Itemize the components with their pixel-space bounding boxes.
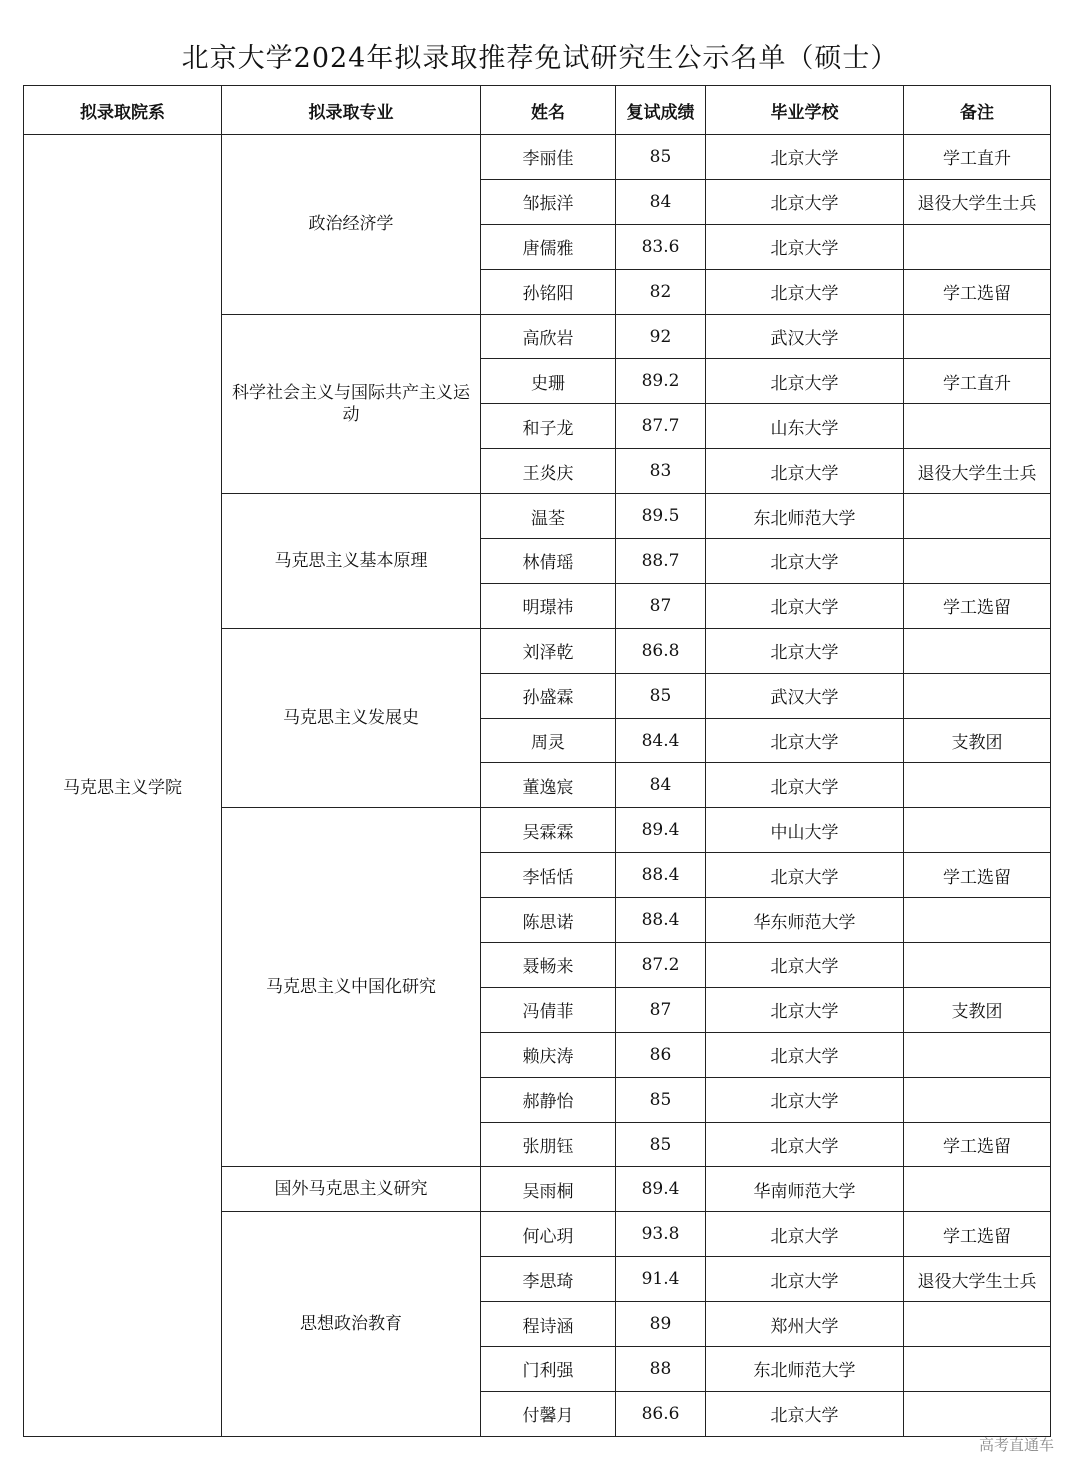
score-cell: 88 [616, 1347, 706, 1392]
note-cell [904, 1391, 1051, 1436]
score-cell: 84 [616, 179, 706, 224]
page-title: 北京大学2024年拟录取推荐免试研究生公示名单（硕士） [181, 43, 899, 74]
name-cell: 赖庆涛 [481, 1032, 616, 1077]
note-cell [904, 763, 1051, 808]
school-cell: 北京大学 [706, 269, 904, 314]
note-cell: 学工直升 [904, 135, 1051, 180]
score-cell: 89.2 [616, 359, 706, 404]
score-cell: 85 [616, 1077, 706, 1122]
school-cell: 北京大学 [706, 987, 904, 1032]
score-cell: 83 [616, 449, 706, 494]
score-cell: 89.5 [616, 494, 706, 539]
table-body [24, 135, 1051, 1437]
watermark: 高考直通车 [978, 1436, 1054, 1454]
school-cell: 北京大学 [706, 135, 904, 180]
school-cell: 中山大学 [706, 808, 904, 853]
note-cell [904, 808, 1051, 853]
score-cell: 89.4 [616, 808, 706, 853]
name-cell: 王炎庆 [481, 449, 616, 494]
table-row [24, 135, 1051, 180]
major-cell: 政治经济学 [222, 135, 481, 315]
note-cell [904, 1302, 1051, 1347]
header-name: 姓名 [481, 86, 616, 135]
school-cell: 山东大学 [706, 404, 904, 449]
header-major: 拟录取专业 [222, 86, 481, 135]
school-cell: 北京大学 [706, 449, 904, 494]
major-cell: 科学社会主义与国际共产主义运动 [222, 314, 481, 494]
school-cell: 北京大学 [706, 628, 904, 673]
name-cell: 李思琦 [481, 1257, 616, 1302]
name-cell: 周灵 [481, 718, 616, 763]
note-cell: 支教团 [904, 987, 1051, 1032]
name-cell: 冯倩菲 [481, 987, 616, 1032]
score-cell: 87 [616, 987, 706, 1032]
name-cell: 史珊 [481, 359, 616, 404]
name-cell: 和子龙 [481, 404, 616, 449]
school-cell: 东北师范大学 [706, 1347, 904, 1392]
school-cell: 北京大学 [706, 1032, 904, 1077]
school-cell: 北京大学 [706, 1212, 904, 1257]
note-cell [904, 1167, 1051, 1212]
school-cell: 郑州大学 [706, 1302, 904, 1347]
note-cell [904, 224, 1051, 269]
header-school: 毕业学校 [706, 86, 904, 135]
name-cell: 程诗涵 [481, 1302, 616, 1347]
note-cell: 学工选留 [904, 853, 1051, 898]
school-cell: 北京大学 [706, 763, 904, 808]
note-cell [904, 1032, 1051, 1077]
name-cell: 孙盛霖 [481, 673, 616, 718]
school-cell: 北京大学 [706, 943, 904, 988]
note-cell [904, 494, 1051, 539]
school-cell: 武汉大学 [706, 673, 904, 718]
name-cell: 张朋钰 [481, 1122, 616, 1167]
note-cell [904, 404, 1051, 449]
school-cell: 北京大学 [706, 718, 904, 763]
name-cell: 付馨月 [481, 1391, 616, 1436]
note-cell: 退役大学生士兵 [904, 449, 1051, 494]
note-cell [904, 943, 1051, 988]
name-cell: 聂畅来 [481, 943, 616, 988]
score-cell: 85 [616, 673, 706, 718]
score-cell: 85 [616, 1122, 706, 1167]
name-cell: 孙铭阳 [481, 269, 616, 314]
name-cell: 林倩瑶 [481, 539, 616, 584]
note-cell: 学工直升 [904, 359, 1051, 404]
name-cell: 吴雨桐 [481, 1167, 616, 1212]
school-cell: 华东师范大学 [706, 898, 904, 943]
school-cell: 北京大学 [706, 1077, 904, 1122]
score-cell: 86 [616, 1032, 706, 1077]
major-cell: 思想政治教育 [222, 1212, 481, 1436]
school-cell: 北京大学 [706, 224, 904, 269]
department-cell: 马克思主义学院 [24, 135, 222, 1437]
note-cell: 退役大学生士兵 [904, 1257, 1051, 1302]
name-cell: 明璟祎 [481, 583, 616, 628]
name-cell: 唐儒雅 [481, 224, 616, 269]
note-cell: 学工选留 [904, 1212, 1051, 1257]
note-cell [904, 898, 1051, 943]
major-cell: 马克思主义中国化研究 [222, 808, 481, 1167]
school-cell: 北京大学 [706, 853, 904, 898]
name-cell: 何心玥 [481, 1212, 616, 1257]
name-cell: 门利强 [481, 1347, 616, 1392]
score-cell: 83.6 [616, 224, 706, 269]
score-cell: 87 [616, 583, 706, 628]
score-cell: 93.8 [616, 1212, 706, 1257]
admission-table [23, 85, 1051, 1437]
note-cell: 学工选留 [904, 1122, 1051, 1167]
score-cell: 89.4 [616, 1167, 706, 1212]
score-cell: 92 [616, 314, 706, 359]
score-cell: 87.7 [616, 404, 706, 449]
score-cell: 89 [616, 1302, 706, 1347]
note-cell [904, 539, 1051, 584]
score-cell: 88.4 [616, 853, 706, 898]
header-score: 复试成绩 [616, 86, 706, 135]
name-cell: 董逸宸 [481, 763, 616, 808]
name-cell: 温荃 [481, 494, 616, 539]
header-note: 备注 [904, 86, 1051, 135]
note-cell: 退役大学生士兵 [904, 179, 1051, 224]
note-cell: 学工选留 [904, 269, 1051, 314]
score-cell: 85 [616, 135, 706, 180]
school-cell: 北京大学 [706, 1391, 904, 1436]
table-header-row [24, 86, 1051, 135]
name-cell: 刘泽乾 [481, 628, 616, 673]
note-cell: 学工选留 [904, 583, 1051, 628]
note-cell: 支教团 [904, 718, 1051, 763]
score-cell: 88.7 [616, 539, 706, 584]
school-cell: 北京大学 [706, 539, 904, 584]
name-cell: 李恬恬 [481, 853, 616, 898]
score-cell: 91.4 [616, 1257, 706, 1302]
major-cell: 马克思主义基本原理 [222, 494, 481, 629]
school-cell: 北京大学 [706, 359, 904, 404]
school-cell: 华南师范大学 [706, 1167, 904, 1212]
school-cell: 东北师范大学 [706, 494, 904, 539]
school-cell: 北京大学 [706, 1257, 904, 1302]
header-department: 拟录取院系 [24, 86, 222, 135]
note-cell [904, 628, 1051, 673]
name-cell: 吴霖霖 [481, 808, 616, 853]
score-cell: 87.2 [616, 943, 706, 988]
school-cell: 北京大学 [706, 583, 904, 628]
score-cell: 86.6 [616, 1391, 706, 1436]
note-cell [904, 673, 1051, 718]
school-cell: 武汉大学 [706, 314, 904, 359]
name-cell: 郝静怡 [481, 1077, 616, 1122]
name-cell: 李丽佳 [481, 135, 616, 180]
score-cell: 88.4 [616, 898, 706, 943]
school-cell: 北京大学 [706, 1122, 904, 1167]
note-cell [904, 1077, 1051, 1122]
name-cell: 邹振洋 [481, 179, 616, 224]
note-cell [904, 1347, 1051, 1392]
name-cell: 高欣岩 [481, 314, 616, 359]
school-cell: 北京大学 [706, 179, 904, 224]
score-cell: 82 [616, 269, 706, 314]
score-cell: 84 [616, 763, 706, 808]
name-cell: 陈思诺 [481, 898, 616, 943]
score-cell: 84.4 [616, 718, 706, 763]
major-cell: 马克思主义发展史 [222, 628, 481, 808]
note-cell [904, 314, 1051, 359]
score-cell: 86.8 [616, 628, 706, 673]
major-cell: 国外马克思主义研究 [222, 1167, 481, 1212]
